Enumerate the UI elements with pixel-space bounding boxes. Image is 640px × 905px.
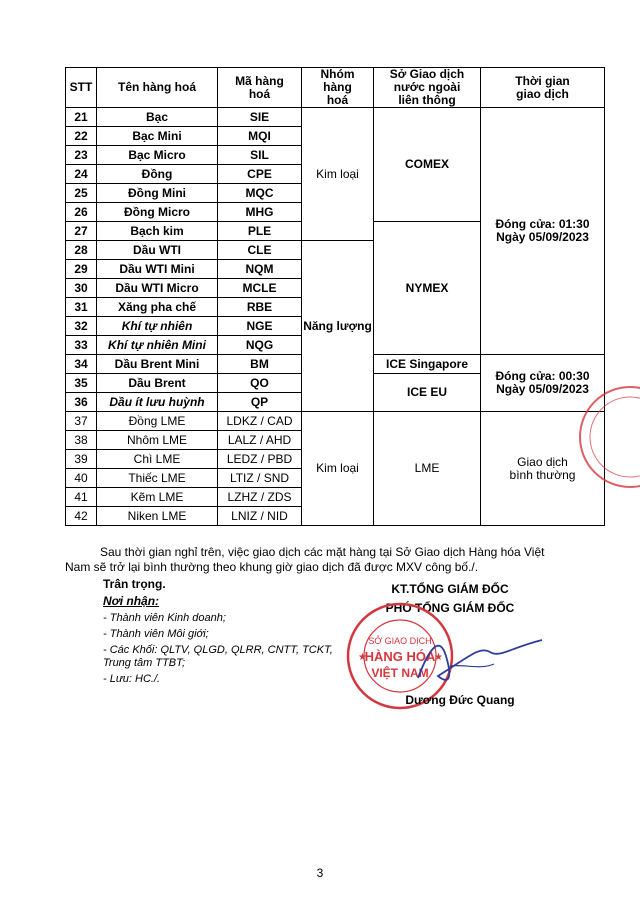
cell-name: Chì LME bbox=[97, 450, 218, 469]
cell-stt: 34 bbox=[66, 355, 97, 374]
cell-stt: 41 bbox=[66, 488, 97, 507]
cell-stt: 39 bbox=[66, 450, 97, 469]
regards-text: Trân trọng. bbox=[103, 577, 166, 591]
cell-code: LEDZ / PBD bbox=[218, 450, 302, 469]
cell-stt: 36 bbox=[66, 393, 97, 412]
cell-code: CPE bbox=[218, 165, 302, 184]
recipient-item: - Thành viên Kinh doanh; bbox=[103, 612, 226, 624]
cell-time: Đóng cửa: 01:30 Ngày 05/09/2023 bbox=[481, 108, 605, 355]
cell-name: Dầu WTI bbox=[97, 241, 218, 260]
cell-name: Bạc bbox=[97, 108, 218, 127]
header-code: Mã hàng hoá bbox=[218, 68, 302, 108]
cell-group: Năng lượng bbox=[302, 241, 374, 412]
svg-text:SỞ GIAO DỊCH: SỞ GIAO DỊCH bbox=[368, 636, 432, 646]
cell-stt: 38 bbox=[66, 431, 97, 450]
cell-code: PLE bbox=[218, 222, 302, 241]
cell-code: QO bbox=[218, 374, 302, 393]
header-name: Tên hàng hoá bbox=[97, 68, 218, 108]
cell-stt: 37 bbox=[66, 412, 97, 431]
cell-name: Bạch kim bbox=[97, 222, 218, 241]
cell-stt: 28 bbox=[66, 241, 97, 260]
cell-stt: 30 bbox=[66, 279, 97, 298]
cell-code: LTIZ / SND bbox=[218, 469, 302, 488]
recipient-item: - Các Khối: QLTV, QLGD, QLRR, CNTT, TCKT, bbox=[103, 644, 333, 656]
cell-stt: 40 bbox=[66, 469, 97, 488]
cell-stt: 22 bbox=[66, 127, 97, 146]
cell-code: QP bbox=[218, 393, 302, 412]
svg-text:HÀNG HÓA: HÀNG HÓA bbox=[364, 649, 436, 664]
cell-group: Kim loại bbox=[302, 412, 374, 526]
cell-stt: 33 bbox=[66, 336, 97, 355]
cell-code: MHG bbox=[218, 203, 302, 222]
recipient-item: - Thành viên Môi giới; bbox=[103, 628, 209, 640]
cell-stt: 24 bbox=[66, 165, 97, 184]
cell-code: MQC bbox=[218, 184, 302, 203]
cell-name: Dầu WTI Micro bbox=[97, 279, 218, 298]
cell-name: Bạc Micro bbox=[97, 146, 218, 165]
cell-stt: 21 bbox=[66, 108, 97, 127]
table-row bbox=[66, 108, 605, 127]
cell-name: Xăng pha chế bbox=[97, 298, 218, 317]
trading-schedule-table bbox=[65, 67, 605, 526]
cell-code: CLE bbox=[218, 241, 302, 260]
cell-code: NQG bbox=[218, 336, 302, 355]
cell-stt: 23 bbox=[66, 146, 97, 165]
cell-code: LZHZ / ZDS bbox=[218, 488, 302, 507]
cell-stt: 42 bbox=[66, 507, 97, 526]
table-row bbox=[66, 412, 605, 431]
cell-time: Đóng cửa: 00:30 Ngày 05/09/2023 bbox=[481, 355, 605, 412]
partial-seal-stamp bbox=[568, 382, 640, 492]
page-number: 3 bbox=[316, 866, 324, 880]
header-time: Thời gian giao dịch bbox=[481, 68, 605, 108]
cell-name: Đồng bbox=[97, 165, 218, 184]
cell-name: Khí tự nhiên bbox=[97, 317, 218, 336]
table-header-row bbox=[66, 68, 605, 108]
cell-code: LDKZ / CAD bbox=[218, 412, 302, 431]
cell-code: NGE bbox=[218, 317, 302, 336]
cell-name: Niken LME bbox=[97, 507, 218, 526]
cell-stt: 35 bbox=[66, 374, 97, 393]
cell-group: Kim loại bbox=[302, 108, 374, 241]
cell-code: LNIZ / NID bbox=[218, 507, 302, 526]
cell-name: Thiếc LME bbox=[97, 469, 218, 488]
cell-stt: 26 bbox=[66, 203, 97, 222]
cell-code: MQI bbox=[218, 127, 302, 146]
cell-stt: 29 bbox=[66, 260, 97, 279]
cell-name: Dầu Brent Mini bbox=[97, 355, 218, 374]
cell-code: RBE bbox=[218, 298, 302, 317]
cell-name: Dầu Brent bbox=[97, 374, 218, 393]
cell-name: Đồng Micro bbox=[97, 203, 218, 222]
cell-name: Dầu ít lưu huỳnh bbox=[97, 393, 218, 412]
cell-time: Giao dịch bình thường bbox=[481, 412, 605, 526]
closing-paragraph-line1: Sau thời gian nghỉ trên, việc giao dịch các mặt hàng tại Sở Giao dịch Hàng hóa Việt bbox=[100, 545, 545, 559]
cell-exchange: ICE EU bbox=[374, 374, 481, 412]
cell-exchange: LME bbox=[374, 412, 481, 526]
cell-exchange: ICE Singapore bbox=[374, 355, 481, 374]
cell-code: SIE bbox=[218, 108, 302, 127]
cell-code: SIL bbox=[218, 146, 302, 165]
header-exchange: Sở Giao dịch nước ngoài liên thông bbox=[374, 68, 481, 108]
cell-name: Kẽm LME bbox=[97, 488, 218, 507]
header-stt: STT bbox=[66, 68, 97, 108]
closing-paragraph-line2: Nam sẽ trở lại bình thường theo khung giờ giao dịch đã được MXV công bố./. bbox=[65, 560, 479, 574]
cell-name: Dầu WTI Mini bbox=[97, 260, 218, 279]
cell-stt: 25 bbox=[66, 184, 97, 203]
svg-text:★: ★ bbox=[434, 652, 443, 663]
cell-name: Bạc Mini bbox=[97, 127, 218, 146]
cell-name: Nhôm LME bbox=[97, 431, 218, 450]
handwritten-signature bbox=[410, 626, 550, 696]
cell-code: LALZ / AHD bbox=[218, 431, 302, 450]
signatory-title: KT.TỔNG GIÁM ĐỐC bbox=[391, 582, 509, 596]
recipient-item: - Lưu: HC./. bbox=[103, 673, 161, 685]
cell-stt: 27 bbox=[66, 222, 97, 241]
cell-name: Khí tự nhiên Mini bbox=[97, 336, 218, 355]
recipient-item: Trung tâm TTBT; bbox=[103, 657, 186, 669]
cell-code: MCLE bbox=[218, 279, 302, 298]
recipients-heading: Nơi nhận: bbox=[103, 594, 160, 608]
cell-stt: 32 bbox=[66, 317, 97, 336]
cell-name: Đồng Mini bbox=[97, 184, 218, 203]
cell-code: NQM bbox=[218, 260, 302, 279]
cell-name: Đồng LME bbox=[97, 412, 218, 431]
cell-stt: 31 bbox=[66, 298, 97, 317]
cell-exchange: NYMEX bbox=[374, 222, 481, 355]
header-group: Nhóm hàng hoá bbox=[302, 68, 374, 108]
cell-code: BM bbox=[218, 355, 302, 374]
svg-text:VIỆT NAM: VIỆT NAM bbox=[371, 666, 429, 680]
signatory-name: Dương Đức Quang bbox=[405, 693, 515, 707]
cell-exchange: COMEX bbox=[374, 108, 481, 222]
svg-text:★: ★ bbox=[358, 652, 367, 663]
signatory-subtitle: PHÓ TỔNG GIÁM ĐỐC bbox=[385, 601, 515, 615]
